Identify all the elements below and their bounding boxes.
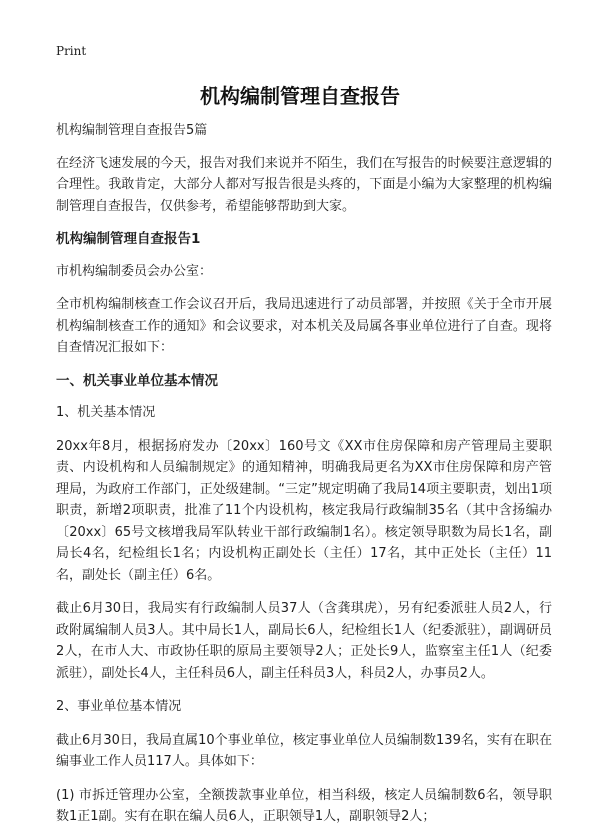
document-subtitle: 机构编制管理自查报告5篇	[56, 123, 208, 138]
opening-paragraph: 全市机构编制核查工作会议召开后，我局迅速进行了动员部署，并按照《关于全市开展机构编制核查工作的通知》和会议要求，对本机关及局属各事业单位进行了自查。现将自查情况汇报如下：	[56, 297, 552, 355]
part1-sub1-paragraph2: 截止6月30日，我局实有行政编制人员37人（含龚琪虎），另有纪委派驻人员2人，行政附属编制人员3人。其中局长1人，副局长6人，纪检组长1人（纪委派驻），副调研员2人，在市人大、市政协任职的原局主要领导2人；正处长9人，监察室主任1人（纪委派驻），副处长4人，主任科员6人，副主任科员3人，科员2人，办事员2人。	[56, 601, 552, 681]
document-body	[56, 120, 552, 840]
part1-sub2-paragraph2: (1) 市拆迁管理办公室，全额拨款事业单位，相当科级，核定人员编制数6名，领导职数1正1副。实有在职在编人员6人，正职领导1人，副职领导2人；	[56, 787, 552, 824]
part1-sub2-heading: 2、事业单位基本情况	[56, 699, 182, 714]
part1-heading: 一、机关事业单位基本情况	[56, 372, 218, 389]
part1-sub1-paragraph1: 20xx年8月，根据扬府发办〔20xx〕160号文《XX市住房保障和房产管理局主要职责、内设机构和人员编制规定》的通知精神，明确我局更名为XX市住房保障和房产管理局，为政府工作部门，正处级建制。“三定”规定明确了我局14项主要职责，划出1项职责，新增2项职责，批准了11个内设机构，核定我局行政编制35名（其中含扬编办〔20xx〕65号文核增我局军队转业干部行政编制1名）。核定领导职数为局长1名，副局长4名，纪检组长1名；内设机构正副处长（主任）17名，其中正处长（主任）11名，副处长（副主任）6名。	[56, 438, 552, 583]
part1-sub2-paragraph1: 截止6月30日，我局直属10个事业单位，核定事业单位人员编制数139名，实有在职在编事业工作人员117人。具体如下：	[56, 732, 552, 769]
print-label[interactable]: Print	[56, 44, 87, 58]
intro-paragraph: 在经济飞速发展的今天，报告对我们来说并不陌生，我们在写报告的时候要注意逻辑的合理性。我敢肯定，大部分人都对写报告很是头疼的，下面是小编为大家整理的机构编制管理自查报告，仅供参考，希望能够帮助到大家。	[56, 155, 552, 214]
document-title: 机构编制管理自查报告	[200, 84, 400, 108]
part1-sub1-heading: 1、机关基本情况	[56, 405, 156, 420]
section-title: 机构编制管理自查报告1	[56, 231, 201, 247]
addressee: 市机构编制委员会办公室：	[56, 263, 213, 279]
